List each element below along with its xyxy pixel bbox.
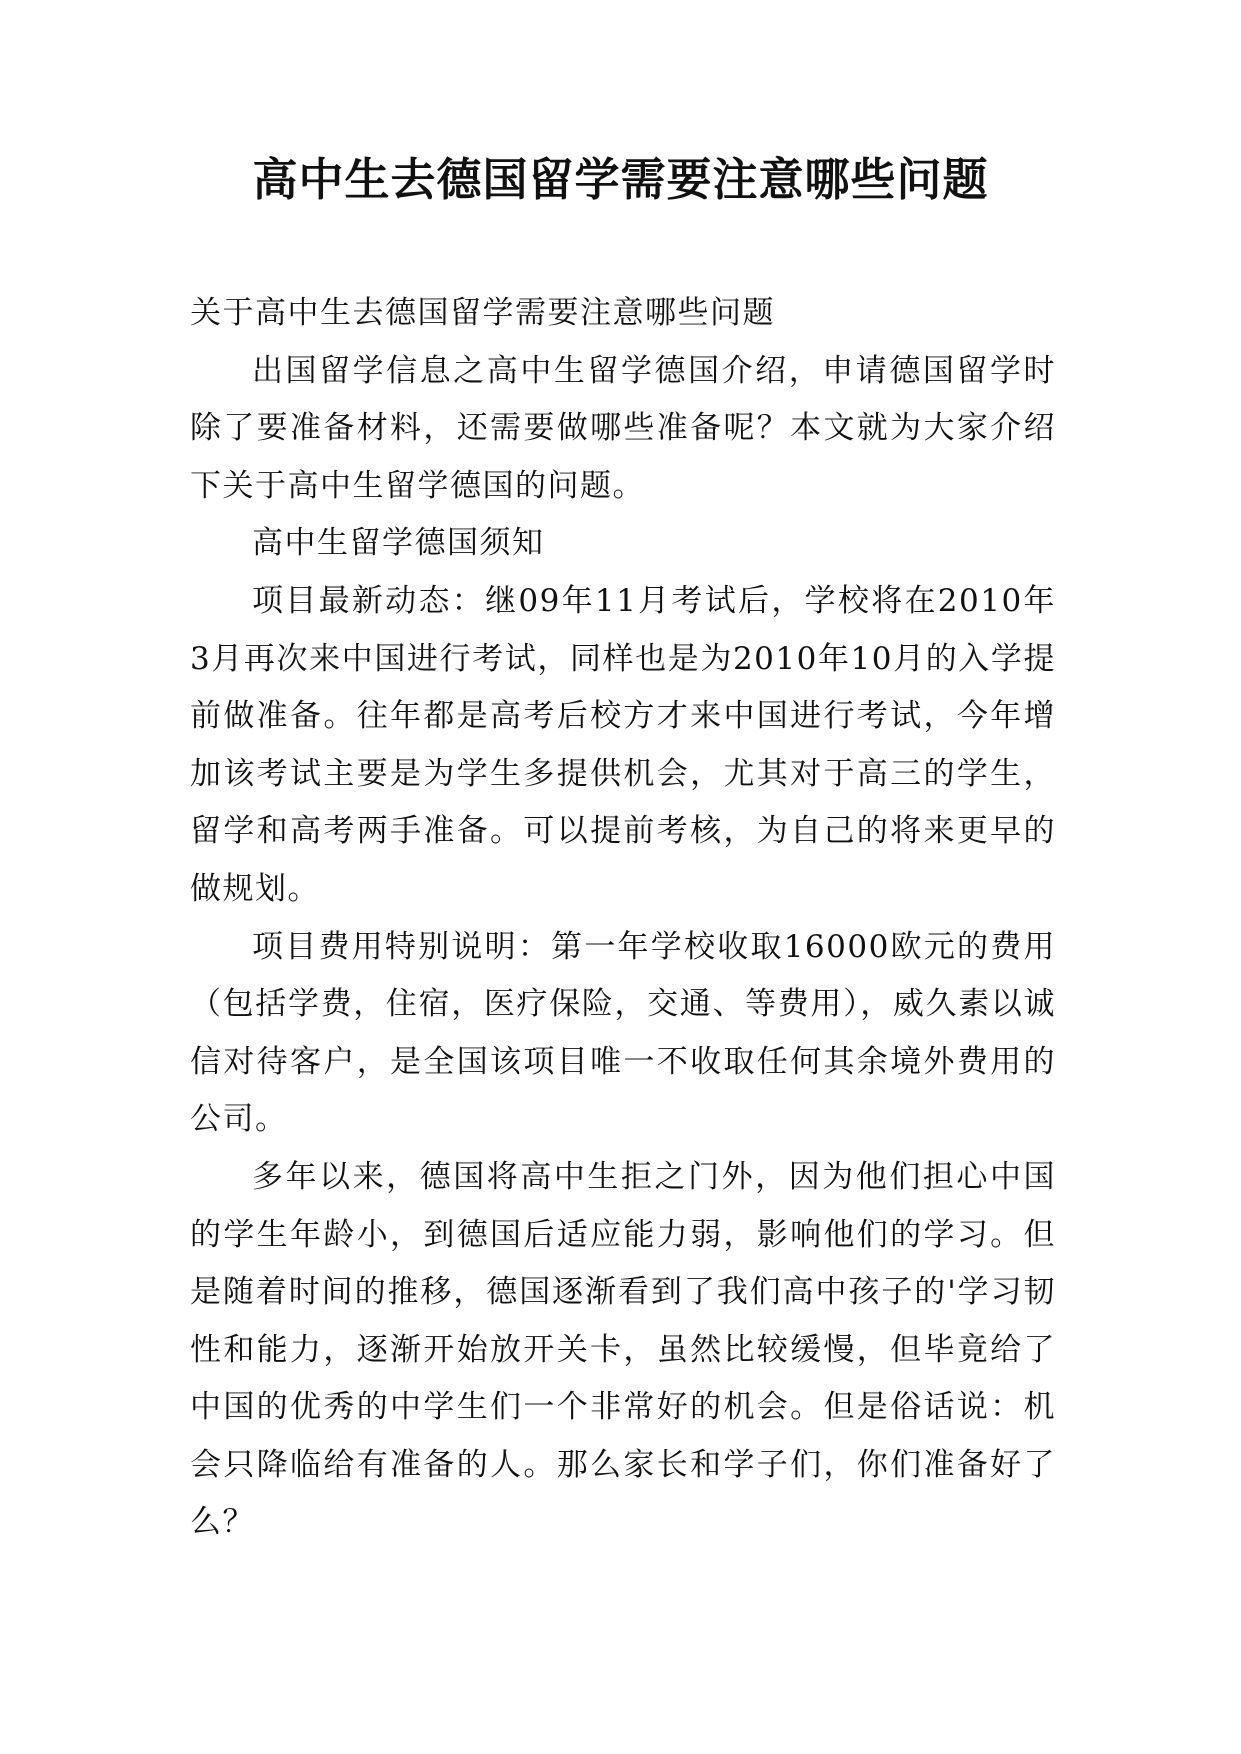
paragraph-subheading: 高中生留学德国须知 bbox=[252, 525, 545, 562]
paragraph-heading: 关于高中生去德国留学需要注意哪些问题 bbox=[190, 295, 775, 331]
paragraph-project-news: 项目最新动态：继09年11月考试后，学校将在2010年3月再次来中国进行考试，同样也是为2010年10月的入学提前做准备。往年都是高考后校方才来中国进行考试，今年增加该考试主要是为学生多提供机会，尤其对于高三的学生，留学和高考两手准备。可以提前考核，为自己的将来更早的做规划。 bbox=[190, 582, 1056, 907]
paragraph-background: 多年以来，德国将高中生拒之门外，因为他们担心中国的学生年龄小，到德国后适应能力弱，影响他们的学习。但是随着时间的推移，德国逐渐看到了我们高中孩子的'学习韧性和能力，逐渐开始放开关卡，虽然比较缓慢，但毕竟给了中国的优秀的中学生们一个非常好的机会。但是俗话说：机会只降临给有准备的人。那么家长和学子们，你们准备好了么？ bbox=[190, 1158, 1056, 1541]
document-title: 高中生去德国留学需要注意哪些问题 bbox=[252, 153, 989, 206]
document-body bbox=[190, 285, 1056, 1552]
paragraph-fee-note: 项目费用特别说明：第一年学校收取16000欧元的费用（包括学费，住宿，医疗保险，交通、等费用），威久素以诚信对待客户，是全国该项目唯一不收取任何其余境外费用的公司。 bbox=[190, 928, 1056, 1138]
paragraph-intro: 出国留学信息之高中生留学德国介绍，申请德国留学时除了要准备材料，还需要做哪些准备呢？本文就为大家介绍下关于高中生留学德国的问题。 bbox=[190, 352, 1056, 504]
